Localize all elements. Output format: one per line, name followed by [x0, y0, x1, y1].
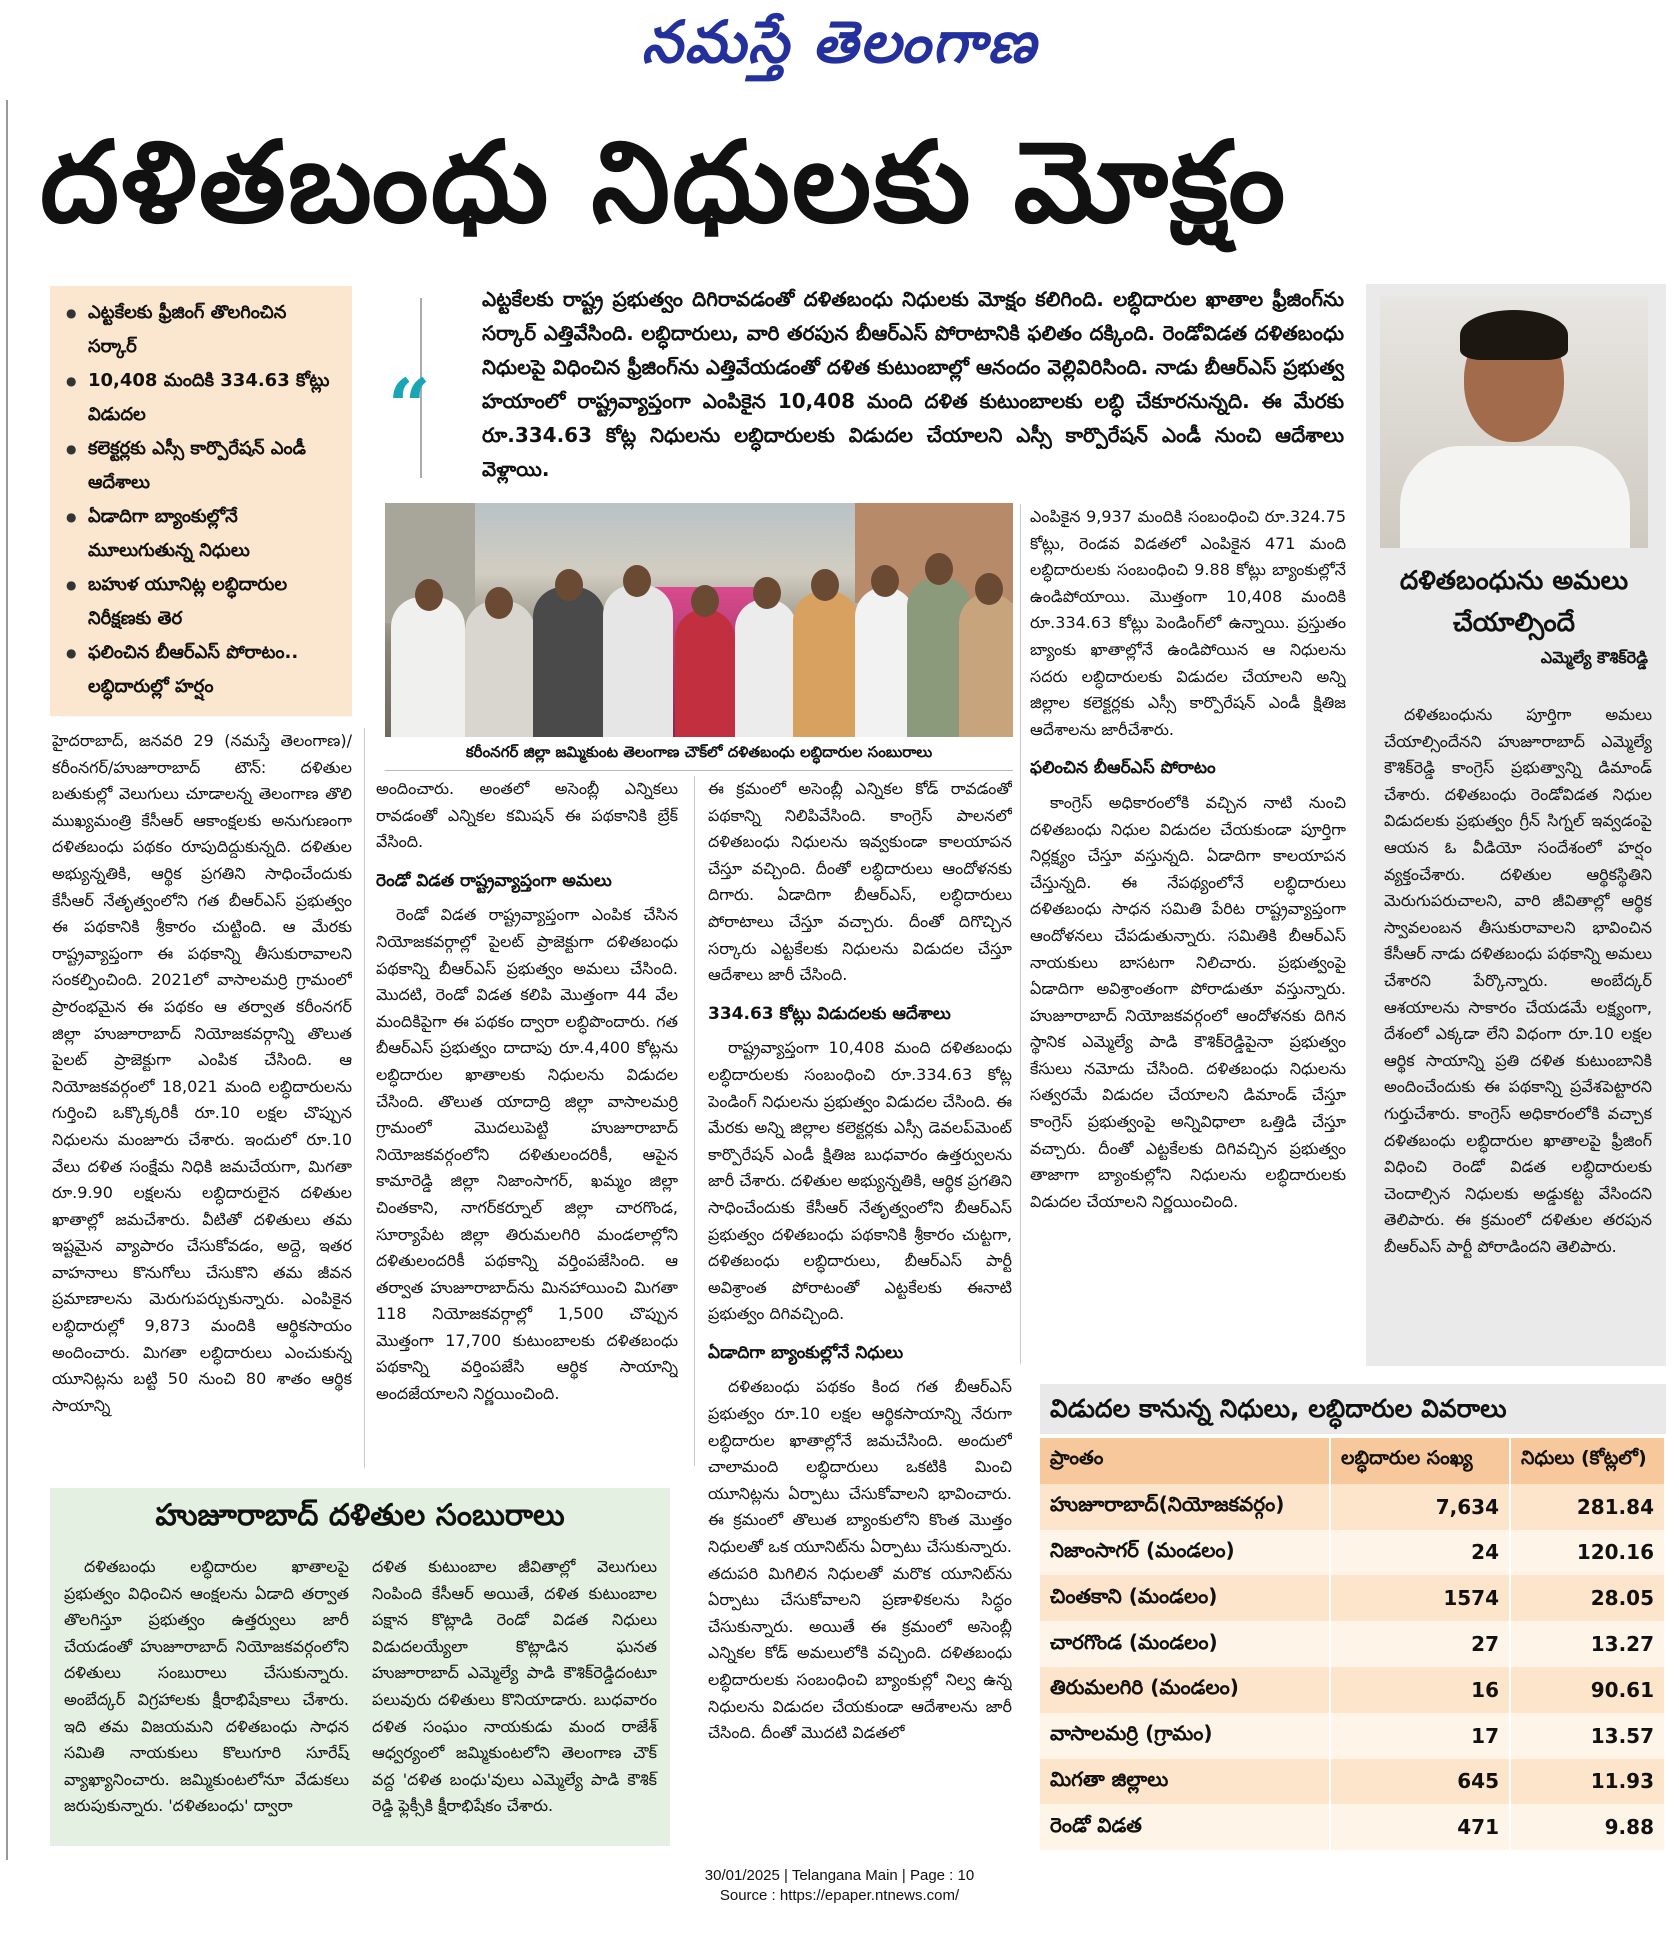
photo-person: [391, 597, 465, 737]
column-divider: [694, 776, 695, 1466]
area-cell: చింతకాని (మండలం): [1040, 1575, 1330, 1621]
photo-person-head: [555, 569, 583, 601]
photo-person-head: [415, 579, 443, 611]
table-row: [1040, 1575, 1665, 1621]
subheading: రెండో విడత రాష్ట్రవ్యాప్తంగా అమలు: [376, 870, 612, 891]
area-cell: మిగతా జిల్లాలు: [1040, 1759, 1330, 1805]
article-column-3: [708, 776, 1012, 1846]
funds-cell: 13.27: [1510, 1621, 1665, 1667]
sidebar-byline: ఎమ్మెల్యే కౌశిక్‌రెడ్డి: [1540, 648, 1648, 667]
highlight-item: ● బహుళ యూనిట్ల లబ్ధిదారుల నిరీక్షణకు తెర: [66, 568, 340, 636]
highlights-list: [66, 296, 340, 704]
highlight-item: ● ఎట్టకేలకు ఫ్రీజింగ్ తొలగించిన సర్కార్: [66, 296, 340, 364]
article-column-4: [1030, 504, 1346, 1360]
highlight-item: ● ఫలించిన బీఆర్ఎస్ పోరాటం.. లబ్ధిదారుల్లో హర్షం: [66, 636, 340, 704]
highlight-item: ● కలెక్టర్లకు ఎస్సీ కార్పొరేషన్ ఎండీ ఆదేశాలు: [66, 432, 340, 500]
portrait-hair: [1460, 310, 1568, 360]
article-paragraph: రెండో విడత రాష్ట్రవ్యాప్తంగా ఎంపిక చేసిన నియోజకవర్గాల్లో పైలట్ ప్రాజెక్టుగా దళితబంధు పథకాన్ని బీఆర్ఎస్ ప్రభుత్వం అమలు చేసింది. మొదటి, రెండో విడత కలిపి మొత్తంగా 44 వేల మందికిపైగా ఈ పథకం ద్వారా లబ్ధిపొందారు. గత బీఆర్ఎస్ ప్రభుత్వం దాదాపు రూ.4,400 కోట్లను లబ్ధిదారుల ఖాతాలకు నిధులను విడుదల చేసింది. తొలుత యాదాద్రి జిల్లా వాసాలమర్రి గ్రామంలో మొదలుపెట్టి హుజూరాబాద్ నియోజకవర్గంలోని దళితులందరికీ, ఆపైన కామారెడ్డి జిల్లా నిజాంసాగర్, ఖమ్మం జిల్లా చింతకాని, నాగర్‌కర్నూల్ జిల్లా చారగొండ, సూర్యాపేట జిల్లా తిరుమలగిరి మండలాల్లోని దళితులందరికీ పథకాన్ని వర్తింపజేసింది. ఆ తర్వాత హుజూరాబాద్‌ను మినహాయించి మిగతా 118 నియోజకవర్గాల్లో 1,500 చొప్పున మొత్తంగా 17,700 కుటుంబాలకు దళితబంధు పథకాన్ని వర్తింపజేసి ఆర్థిక సాయాన్ని అందజేయాలని నిర్ణయించింది.: [376, 905, 678, 1404]
table-row: [1040, 1759, 1665, 1805]
count-cell: 7,634: [1330, 1484, 1510, 1530]
photo-person: [603, 585, 673, 737]
page-footer: [0, 1866, 1679, 1906]
article-paragraph: దళితబంధు పథకం కింద గత బీఆర్ఎస్ ప్రభుత్వం రూ.10 లక్షల ఆర్థికసాయాన్ని నేరుగా లబ్ధిదారుల ఖాతాల్లోనే జమచేసింది. అందులో చాలామంది లబ్ధిదారులు ఒకటికి మించి యూనిట్లను ఏర్పాటు చేసుకోవాలని భావించారు. ఈ క్రమంలో తొలుత బ్యాంకులోని కొంత మొత్తం నిధులతో ఒక యూనిట్‌ను ఏర్పాటు చేసుకున్నారు. తదుపరి మిగిలిన నిధులతో మరొక యూనిట్‌ను ఏర్పాటు చేసుకోవాలని ప్రణాళికలను సిద్ధం చేసుకున్నారు. అయితే ఈ క్రమంలో అసెంబ్లీ ఎన్నికల కోడ్ అమలులోకి వచ్చింది. దళితబంధు లబ్ధిదారులకు సంబంధించి బ్యాంకుల్లో నిల్వ ఉన్న నిధులను విడుదల చేయకుండా ఆదేశాలను జారీ చేసింది. దీంతో మొదటి విడతలో: [708, 1377, 1012, 1743]
area-cell: చారగొండ (మండలం): [1040, 1621, 1330, 1667]
sidebar-body: [1384, 702, 1652, 1362]
photo-person-head: [485, 587, 513, 619]
photo-caption: కరీంనగర్ జిల్లా జమ్మికుంట తెలంగాణ చౌక్‌లో దళితబంధు లబ్ధిదారుల సంబురాలు: [465, 743, 933, 761]
photo-person: [533, 587, 605, 737]
funds-cell: 281.84: [1510, 1484, 1665, 1530]
highlights-box: [50, 286, 352, 716]
article-paragraph: కాంగ్రెస్ అధికారంలోకి వచ్చిన నాటి నుంచి దళితబంధు నిధుల విడుదల చేయకుండా పూర్తిగా నిర్లక్ష్యం చేస్తూ వస్తున్నది. ఏడాదిగా కాలయాపన చేస్తున్నది. ఈ నేపథ్యంలోనే లబ్ధిదారులు దళితబంధు సాధన సమితి పేరిట రాష్ట్రవ్యాప్తంగా ఆందోళనలు చేపడుతున్నారు. సమితికి బీఆర్ఎస్ నాయకులు బాసటగా నిలిచారు. ప్రభుత్వంపై ఏడాదిగా అవిశ్రాంతంగా పోరాడుతూ వస్తున్నారు. హుజూరాబాద్ నియోజకవర్గంలో ఆందోళనకు దిగిన స్థానిక ఎమ్మెల్యే పాడి కౌశిక్‌రెడ్డిపైనా ప్రభుత్వం కేసులు నమోదు చేసింది. దళితబంధు నిధులను సత్వరమే విడుదల చేయాలని డిమాండ్ చేస్తూ కాంగ్రెస్ ప్రభుత్వంపై అన్నివిధాలా ఒత్తిడి చేస్తూ వచ్చారు. దీంతో ఎట్టకేలకు దిగివచ్చిన ప్రభుత్వం తాజాగా బ్యాంకుల్లోని నిధులను లబ్ధిదారులకు విడుదల చేయాలని నిర్ణయించింది.: [1030, 792, 1346, 1211]
photo-person-head: [811, 569, 839, 601]
sidebar-paragraph: దళితబంధును పూర్తిగా అమలు చేయాల్సిందేనని హుజూరాబాద్ ఎమ్మెల్యే కౌశిక్‌రెడ్డి కాంగ్రెస్ ప్రభుత్వాన్ని డిమాండ్ చేశారు. దళితబంధు రెండోవిడత నిధుల విడుదలకు ప్రభుత్వం గ్రీన్ సిగ్నల్ ఇవ్వడంపై ఆయన ఓ వీడియో సందేశంలో హర్షం వ్యక్తంచేశారు. దళితుల ఆర్థికస్థితిని మెరుగుపరుచాలని, వారి జీవితాల్లో ఆర్థిక స్వావలంబన తీసుకురావాలని భావించిన కేసీఆర్ నాడు దళితబంధు పథకాన్ని అమలు చేశారని పేర్కొన్నారు. అంబేద్కర్ ఆశయాలను సాకారం చేయడమే లక్ష్యంగా, దేశంలో ఎక్కడా లేని విధంగా రూ.10 లక్షల ఆర్థిక సాయాన్ని ప్రతి దళిత కుటుంబానికి అందించేందుకు ఈ పథకాన్ని ప్రవేశపెట్టారని గుర్తుచేశారు. కాంగ్రెస్ అధికారంలోకి వచ్చాక దళితబంధు లబ్ధిదారుల ఖాతాలపై ఫ్రీజింగ్ విధించి రెండో విడత లబ్ధిదారులకు చెందాల్సిన నిధులకు అడ్డుకట్ట వేసిందని తెలిపారు. ఈ క్రమంలో దళితుల తరపున బీఆర్ఎస్ పార్టీ పోరాడిందని తెలిపారు.: [1384, 705, 1652, 1256]
funds-cell: 11.93: [1510, 1759, 1665, 1805]
highlight-item: ● 10,408 మందికి 334.63 కోట్లు విడుదల: [66, 364, 340, 432]
article-column-1: [52, 728, 352, 1468]
caption-divider: [385, 770, 1013, 771]
table-row: [1040, 1713, 1665, 1759]
column-header: నిధులు (కోట్లలో): [1510, 1438, 1665, 1484]
celebration-photo: [385, 503, 1013, 737]
photo-person: [735, 599, 797, 737]
subheading: ఫలించిన బీఆర్ఎస్ పోరాటం: [1030, 758, 1216, 779]
table-row: [1040, 1667, 1665, 1713]
quote-icon: “: [388, 364, 431, 450]
article-paragraph: ఈ క్రమంలో అసెంబ్లీ ఎన్నికల కోడ్ రావడంతో పథకాన్ని నిలిపివేసింది. కాంగ్రెస్ పాలనలో దళితబంధు నిధులను ఇవ్వకుండా కాలయాపన చేస్తూ వచ్చింది. దీంతో లబ్ధిదారులు ఆందోళనకు దిగారు. ఏడాదిగా బీఆర్ఎస్, లబ్ధిదారులు పోరాటాలు చేస్తూ వచ్చారు. దీంతో దిగొచ్చిన సర్కారు ఎట్టకేలకు నిధులను విడుదల చేస్తూ ఆదేశాలు జారీ చేసింది.: [708, 779, 1012, 985]
funds-cell: 13.57: [1510, 1713, 1665, 1759]
box-column-left: దళితబంధు లబ్ధిదారుల ఖాతాలపై ప్రభుత్వం విధించిన ఆంక్షలను ఏడాది తర్వాత తొలగిస్తూ ప్రభుత్వం ఉత్తర్వులు జారీ చేయడంతో హుజూరాబాద్ నియోజకవర్గంలోని దళితులు సంబురాలు చేసుకున్నారు. అంబేద్కర్ విగ్రహాలకు క్షీరాభిషేకాలు చేశారు. ఇది తమ విజయమని దళితబంధు సాధన సమితి నాయకులు కొలుగూరి సూరేష్ వ్యాఖ్యానించారు. జమ్మికుంటలోనూ వేడుకలు జరుపుకున్నారు. 'దళితబంధు' ద్వారా: [64, 1557, 349, 1816]
area-cell: హుజూరాబాద్(నియోజకవర్గం): [1040, 1484, 1330, 1530]
count-cell: 645: [1330, 1759, 1510, 1805]
table-header-row: [1040, 1438, 1665, 1484]
area-cell: తిరుమలగిరి (మండలం): [1040, 1667, 1330, 1713]
subheading: ఏడాదిగా బ్యాంకుల్లోనే నిధులు: [708, 1342, 904, 1363]
funds-table-section: [1040, 1384, 1666, 1846]
column-header: లబ్ధిదారుల సంఖ్య: [1330, 1438, 1510, 1484]
photo-person-head: [871, 565, 899, 597]
funds-cell: 28.05: [1510, 1575, 1665, 1621]
funds-cell: 120.16: [1510, 1530, 1665, 1576]
photo-person-head: [925, 553, 953, 585]
article-column-2: [376, 776, 678, 1466]
table-title: విడుదల కానున్న నిధులు, లబ్ధిదారుల వివరాలు: [1040, 1384, 1666, 1434]
box-column-right: దళిత కుటుంబాల జీవితాల్లో వెలుగులు నింపింది కేసీఆర్ అయితే, దళిత కుటుంబాల పక్షాన కొట్లాడి రెండో విడత నిధులు విడుదలయ్యేలా కొట్లాడిన ఘనత హుజూరాబాద్ ఎమ్మెల్యే పాడి కౌశిక్‌రెడ్డిదంటూ పలువురు దళితులు కొనియాడారు. బుధవారం దళిత సంఘం నాయకుడు మంద రాజేశ్ ఆధ్వర్యంలో జమ్మికుంటలోని తెలంగాణ చౌక్ వద్ద 'దళిత బంధు'వులు ఎమ్మెల్యే పాడి కౌశిక్ రెడ్డి ఫ్లెక్సీకి క్షీరాభిషేకం చేశారు.: [372, 1557, 657, 1816]
funds-cell: 90.61: [1510, 1667, 1665, 1713]
footer-source-link[interactable]: Source : https://epaper.ntnews.com/: [719, 1887, 960, 1904]
photo-person-head: [623, 565, 651, 597]
count-cell: 27: [1330, 1621, 1510, 1667]
photo-person-head: [975, 573, 1003, 605]
footer-date-line: 30/01/2025 | Telangana Main | Page : 10: [704, 1867, 975, 1884]
page-edge-rule: [6, 100, 8, 1860]
article-paragraph: హైదరాబాద్, జనవరి 29 (నమస్తే తెలంగాణ)/కరీంనగర్/హుజూరాబాద్ టౌన్: దళితుల బతుకుల్లో వెలుగులు చూడాలన్న తెలంగాణ తొలి ముఖ్యమంత్రి కేసీఆర్ ఆకాంక్షలకు అనుగుణంగా దళితబంధు పథకం రూపుదిద్దుకున్నది. దళితుల అభ్యున్నతికి, ఆర్థిక ప్రగతిని సాధించేందుకు కేసీఆర్ నేతృత్వంలోని గత బీఆర్ఎస్ ప్రభుత్వం ఈ పథకానికి శ్రీకారం చుట్టింది. ఆ మేరకు రాష్ట్రవ్యాప్తంగా ఈ పథకాన్ని తీసుకురావాలని సంకల్పించింది. 2021లో వాసాలమర్రి గ్రామంలో ప్రారంభమైన ఈ పథకం ఆ తర్వాత కరీంనగర్ జిల్లా హుజూరాబాద్ నియోజకవర్గాన్ని తొలుత పైలట్ ప్రాజెక్టుగా ఎంపిక చేసింది. ఆ నియోజకవర్గంలో 18,021 మంది లబ్ధిదారులను గుర్తించి ఒక్కొక్కరికీ రూ.10 లక్షల చొప్పున నిధులను మంజూరు చేశారు. ఇందులో రూ.10 వేలు దళిత సంక్షేమ నిధికి జమచేయగా, మిగతా రూ.9.90 లక్షలను లబ్ధిదారులైన దళితుల ఖాతాల్లో జమచేశారు. వీటితో దళితులు తమ ఇష్టమైన వ్యాపారం చేసుకోవడం, అద్దె, ఇతర వాహనాలు కొనుగోలు చేసుకొని తమ జీవన ప్రమాణాలను మెరుగుపర్చుకున్నారు. ఎంపికైన లబ్ధిదారుల్లో 9,873 మందికి ఆర్థికసాయం అందించారు. మిగతా లబ్ధిదారులు ఎంచుకున్న యూనిట్లను బట్టి 50 నుంచి 80 శాతం ఆర్థిక సాయాన్ని: [52, 731, 352, 1415]
table-row: [1040, 1804, 1665, 1850]
area-cell: నిజాంసాగర్ (మండలం): [1040, 1530, 1330, 1576]
column-divider: [1020, 504, 1021, 1364]
photo-person: [855, 587, 915, 737]
page-headline: దళితబంధు నిధులకు మోక్షం: [40, 118, 1288, 248]
column-divider: [364, 728, 365, 1468]
masthead-logo: నమస్తే తెలంగాణ: [641, 8, 1038, 76]
huzurabad-box: [50, 1488, 670, 1846]
article-paragraph: రాష్ట్రవ్యాప్తంగా 10,408 మంది దళితబంధు లబ్ధిదారులకు సంబంధించి రూ.334.63 కోట్ల పెండింగ్ నిధులను ప్రభుత్వం విడుదల చేసింది. ఈ మేరకు అన్ని జిల్లాల కలెక్టర్లకు ఎస్సీ డెవలప్‌మెంట్ కార్పొరేషన్ ఎండీ క్షితిజ బుధవారం ఉత్తర్వులను జారీ చేశారు. దళితుల అభ్యున్నతికి, ఆర్థిక ప్రగతిని సాధించేందుకు కేసీఆర్ నేతృత్వంలోని బీఆర్ఎస్ ప్రభుత్వం దళితబంధు పథకానికి శ్రీకారం చుట్టగా, దళితబంధు లబ్ధిదారులు, బీఆర్ఎస్ పార్టీ అవిశ్రాంత పోరాటంతో ఎట్టకేలకు ఈనాటి ప్రభుత్వం దిగివచ్చింది.: [708, 1038, 1012, 1324]
photo-person-head: [691, 585, 719, 617]
count-cell: 17: [1330, 1713, 1510, 1759]
table-row: [1040, 1484, 1665, 1530]
box-title: హుజూరాబాద్ దళితుల సంబురాలు: [155, 1498, 565, 1533]
photo-person: [675, 609, 735, 737]
mla-portrait: [1380, 296, 1648, 548]
table-row: [1040, 1530, 1665, 1576]
funds-table: [1040, 1438, 1666, 1850]
area-cell: రెండో విడత: [1040, 1804, 1330, 1850]
photo-person: [959, 593, 1013, 737]
count-cell: 16: [1330, 1667, 1510, 1713]
photo-person: [793, 591, 859, 737]
article-paragraph: అందించారు. అంతలో అసెంబ్లీ ఎన్నికలు రావడంతో ఎన్నికల కమిషన్ ఈ పథకానికి బ్రేక్ వేసింది.: [376, 779, 678, 852]
lede-paragraph: ఎట్టకేలకు రాష్ట్ర ప్రభుత్వం దిగిరావడంతో దళితబంధు నిధులకు మోక్షం కలిగింది. లబ్ధిదారుల ఖాతాల ఫ్రీజింగ్‌ను సర్కార్ ఎత్తివేసింది. లబ్ధిదారులు, వారి తరపున బీఆర్ఎస్ పోరాటానికి ఫలితం దక్కింది. రెండోవిడత దళితబంధు నిధులపై విధించిన ఫ్రీజింగ్‌ను ఎత్తివేయడంతో దళిత కుటుంబాల్లో ఆనందం వెల్లివిరిసింది. నాడు బీఆర్ఎస్ ప్రభుత్వ హయాంలో రాష్ట్రవ్యాప్తంగా ఎంపికైన 10,408 మంది దళిత కుటుంబాలకు లబ్ధి చేకూరనున్నది. ఈ మేరకు రూ.334.63 కోట్ల నిధులను లబ్ధిదారులకు విడుదల చేయాలని ఎస్సీ కార్పొరేషన్ ఎండీ నుంచి ఆదేశాలు వెళ్లాయి.: [482, 287, 1344, 481]
highlight-item: ● ఏడాదిగా బ్యాంకుల్లోనే మూలుగుతున్న నిధులు: [66, 500, 340, 568]
photo-person-head: [753, 577, 781, 609]
portrait-shirt: [1400, 446, 1630, 548]
column-header: ప్రాంతం: [1040, 1438, 1330, 1484]
photo-person: [465, 601, 535, 737]
count-cell: 471: [1330, 1804, 1510, 1850]
area-cell: వాసాలమర్రి (గ్రామం): [1040, 1713, 1330, 1759]
funds-cell: 9.88: [1510, 1804, 1665, 1850]
subheading: 334.63 కోట్లు విడుదలకు ఆదేశాలు: [708, 1003, 951, 1024]
count-cell: 24: [1330, 1530, 1510, 1576]
article-paragraph: ఎంపికైన 9,937 మందికి సంబంధించి రూ.324.75 కోట్లు, రెండవ విడతలో ఎంపికైన 471 మంది లబ్ధిదారులకు సంబంధించి 9.88 కోట్లు బ్యాంకుల్లోనే ఉండిపోయాయి. మొత్తంగా 10,408 మందికి రూ.334.63 కోట్లు పెండింగ్‌లో ఉన్నాయి. ప్రస్తుతం బ్యాంకు ఖాతాల్లోనే ఉండిపోయిన ఆ నిధులను సదరు లబ్ధిదారులకు విడుదల చేయాలని అన్ని జిల్లాల కలెక్టర్లకు ఎస్సీ కార్పొరేషన్ ఎండీ క్షితిజ ఆదేశాలను జారీచేశారు.: [1030, 507, 1346, 739]
sidebar-heading: దళితబంధును అమలు చేయాల్సిందే: [1399, 566, 1629, 638]
table-row: [1040, 1621, 1665, 1667]
count-cell: 1574: [1330, 1575, 1510, 1621]
